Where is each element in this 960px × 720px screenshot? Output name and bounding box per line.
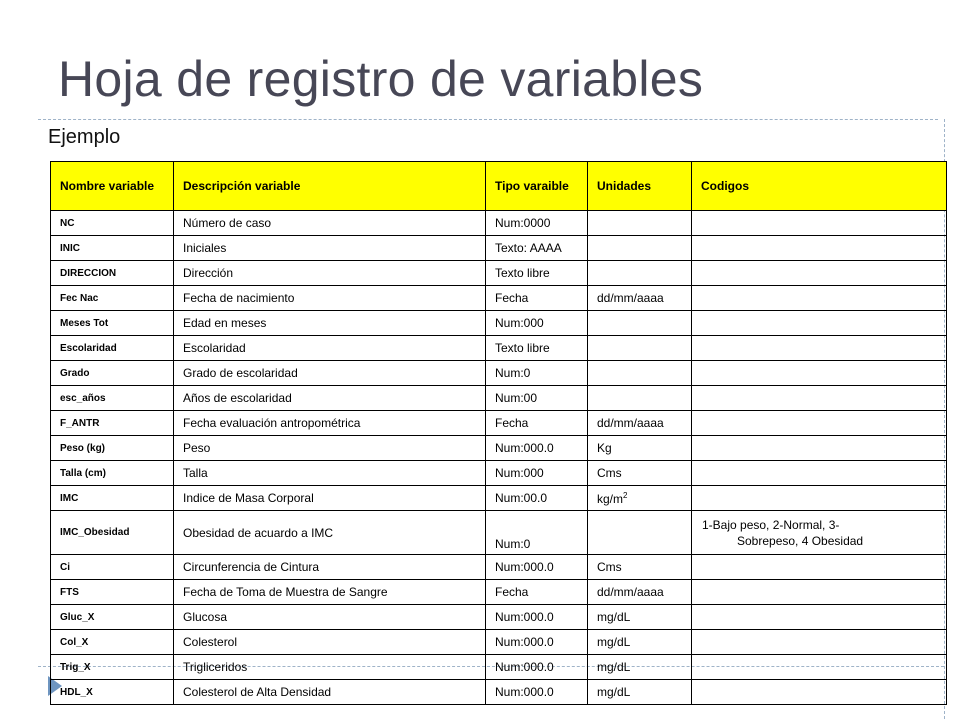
table-row (51, 605, 947, 630)
cell-units (588, 336, 692, 361)
cell-description: Iniciales (174, 236, 486, 261)
cell-name: INIC (51, 236, 174, 261)
cell-name: FTS (51, 580, 174, 605)
header-nombre-variable: Nombre variable (51, 162, 174, 211)
cell-description: Fecha de Toma de Muestra de Sangre (174, 580, 486, 605)
codes-line: Sobrepeso, 4 Obesidad (737, 533, 864, 548)
cell-type: Num:00.0 (486, 486, 588, 511)
units-superscript: 2 (623, 490, 628, 500)
page-title: Hoja de registro de variables (58, 51, 704, 107)
cell-codes (692, 555, 947, 580)
cell-type: Num:000.0 (486, 555, 588, 580)
cell-units: mg/dL (588, 680, 692, 705)
cell-units (588, 311, 692, 336)
cell-name: DIRECCION (51, 261, 174, 286)
cell-codes (692, 511, 947, 555)
cell-name: NC (51, 211, 174, 236)
cell-name: IMC_Obesidad (51, 511, 174, 555)
cell-type: Fecha (486, 580, 588, 605)
cell-codes (692, 311, 947, 336)
cell-name: F_ANTR (51, 411, 174, 436)
cell-units: dd/mm/aaaa (588, 286, 692, 311)
cell-name: Fec Nac (51, 286, 174, 311)
cell-description: Colesterol de Alta Densidad (174, 680, 486, 705)
cell-codes (692, 680, 947, 705)
cell-type: Texto libre (486, 336, 588, 361)
cell-units (588, 211, 692, 236)
cell-name: Meses Tot (51, 311, 174, 336)
cell-units: Cms (588, 461, 692, 486)
cell-description: Colesterol (174, 630, 486, 655)
cell-type: Fecha (486, 411, 588, 436)
header-descripcion-variable: Descripción variable (174, 162, 486, 211)
cell-type: Num:000.0 (486, 630, 588, 655)
cell-name: Talla (cm) (51, 461, 174, 486)
cell-type: Num:000 (486, 311, 588, 336)
table-row (51, 361, 947, 386)
cell-description: Peso (174, 436, 486, 461)
cell-codes (692, 236, 947, 261)
table-row (51, 436, 947, 461)
cell-type: Num:000 (486, 461, 588, 486)
table-row (51, 655, 947, 680)
cell-units (588, 261, 692, 286)
cell-units: mg/dL (588, 655, 692, 680)
table-row (51, 680, 947, 705)
subtitle: Ejemplo (48, 126, 121, 148)
cell-units (588, 511, 692, 555)
cell-description: Circunferencia de Cintura (174, 555, 486, 580)
cell-codes (692, 211, 947, 236)
table-row (51, 555, 947, 580)
cell-description: Escolaridad (174, 336, 486, 361)
cell-codes (692, 630, 947, 655)
cell-codes (692, 336, 947, 361)
cell-description: Grado de escolaridad (174, 361, 486, 386)
cell-name: Grado (51, 361, 174, 386)
cell-description: Años de escolaridad (174, 386, 486, 411)
table-header-row (51, 162, 947, 211)
table-row (51, 236, 947, 261)
cell-type: Texto: AAAA (486, 236, 588, 261)
cell-codes (692, 580, 947, 605)
variables-table (50, 161, 947, 705)
cell-description: Dirección (174, 261, 486, 286)
cell-description: Indice de Masa Corporal (174, 486, 486, 511)
cell-codes (692, 386, 947, 411)
cell-codes (692, 411, 947, 436)
header-tipo-variable: Tipo varaible (486, 162, 588, 211)
cell-units: dd/mm/aaaa (588, 411, 692, 436)
cell-name: Col_X (51, 630, 174, 655)
cell-type: Num:000.0 (486, 436, 588, 461)
cell-name: HDL_X (51, 680, 174, 705)
table-row (51, 211, 947, 236)
cell-name: esc_años (51, 386, 174, 411)
cell-type: Num:00 (486, 386, 588, 411)
cell-units: mg/dL (588, 605, 692, 630)
cell-codes (692, 486, 947, 511)
header-unidades: Unidades (588, 162, 692, 211)
cell-description: Trigliceridos (174, 655, 486, 680)
top-divider (38, 119, 938, 120)
cell-description: Fecha de nacimiento (174, 286, 486, 311)
table-row (51, 411, 947, 436)
cell-name: Trig_X (51, 655, 174, 680)
cell-codes (692, 655, 947, 680)
header-codigos: Codigos (692, 162, 947, 211)
cell-units (588, 486, 692, 511)
table-row (51, 630, 947, 655)
cell-codes (692, 436, 947, 461)
cell-type: Num:000.0 (486, 605, 588, 630)
cell-description: Número de caso (174, 211, 486, 236)
cell-type: Num:0000 (486, 211, 588, 236)
table-row (51, 261, 947, 286)
cell-codes (692, 461, 947, 486)
table-row (51, 486, 947, 511)
cell-codes (692, 605, 947, 630)
cell-description: Obesidad de acuardo a IMC (174, 511, 486, 555)
cell-units (588, 386, 692, 411)
cell-codes (692, 361, 947, 386)
table-row (51, 580, 947, 605)
table-row (51, 336, 947, 361)
cell-units: Cms (588, 555, 692, 580)
cell-name: IMC (51, 486, 174, 511)
cell-name: Peso (kg) (51, 436, 174, 461)
cell-units: dd/mm/aaaa (588, 580, 692, 605)
codes-line: 1-Bajo peso, 2-Normal, 3- (702, 517, 840, 532)
cell-units (588, 236, 692, 261)
cell-units: Kg (588, 436, 692, 461)
cell-type: Num:000.0 (486, 655, 588, 680)
cell-type: Num:000.0 (486, 680, 588, 705)
cell-description: Glucosa (174, 605, 486, 630)
cell-description: Fecha evaluación antropométrica (174, 411, 486, 436)
cell-name: Escolaridad (51, 336, 174, 361)
cell-type: Fecha (486, 286, 588, 311)
cell-type: Texto libre (486, 261, 588, 286)
cell-name: Gluc_X (51, 605, 174, 630)
cell-description: Talla (174, 461, 486, 486)
cell-description: Edad en meses (174, 311, 486, 336)
table-row (51, 311, 947, 336)
table-row (51, 386, 947, 411)
cell-units (588, 361, 692, 386)
cell-codes (692, 261, 947, 286)
cell-codes (692, 286, 947, 311)
units-text: kg/m (597, 491, 624, 506)
table-row (51, 511, 947, 555)
cell-type: Num:0 (486, 511, 588, 555)
table-row (51, 286, 947, 311)
cell-type: Num:0 (486, 361, 588, 386)
cell-name: Ci (51, 555, 174, 580)
cell-units: mg/dL (588, 630, 692, 655)
table-row (51, 461, 947, 486)
